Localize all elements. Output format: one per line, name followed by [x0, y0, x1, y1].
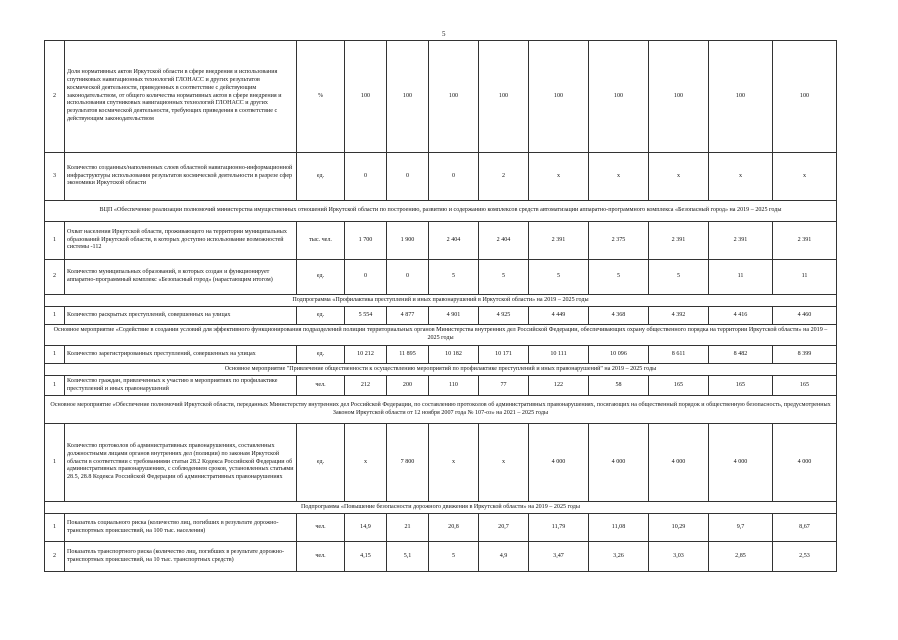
value-cell: 20,8: [429, 514, 479, 542]
unit-cell: чел.: [297, 514, 345, 542]
value-cell: 4 000: [589, 424, 649, 502]
indicator-name: Количество созданных/наполненных слоев областной навигационно-информационной инфраструктуры использования результатов космической деятельности в разрезе сфер экономики Иркутской области: [65, 153, 297, 201]
row-number: 1: [45, 514, 65, 542]
value-cell: 4 449: [529, 307, 589, 325]
value-cell: 10 111: [529, 346, 589, 364]
value-cell: 2 375: [589, 222, 649, 260]
section-title: Основное мероприятие «Обеспечение полномочий Иркутской области, переданных Министерству внутренних дел Российской Федерации, по составлению протоколов об административных правонарушениях, посягающих на общественный порядок и общественную безопасность, предусмотренных Законом Иркутской области от 12 ноября 2007 года № 107-оз» на 2021 – 2025 годы: [45, 396, 837, 424]
table-row: [45, 222, 837, 260]
table-row: [45, 542, 837, 572]
value-cell: 100: [709, 41, 773, 153]
value-cell: 20,7: [479, 514, 529, 542]
table-row: [45, 153, 837, 201]
value-cell: 100: [345, 41, 387, 153]
value-cell: 9,7: [709, 514, 773, 542]
value-cell: 4 925: [479, 307, 529, 325]
indicator-name: Количество зарегистрированных преступлений, совершенных на улицах: [65, 346, 297, 364]
value-cell: 2 391: [529, 222, 589, 260]
value-cell: 0: [345, 153, 387, 201]
unit-cell: ед.: [297, 260, 345, 295]
value-cell: 4 000: [529, 424, 589, 502]
value-cell: 11,79: [529, 514, 589, 542]
value-cell: 4 392: [649, 307, 709, 325]
value-cell: 100: [479, 41, 529, 153]
page-number: 5: [442, 30, 446, 38]
indicators-table: [44, 40, 837, 572]
section-title: ВЦП «Обеспечение реализации полномочий министерства имущественных отношений Иркутской области по построению, развитию и содержанию комплексов средств автоматизации аппаратно-программного комплекса «Безопасный город» на 2019 – 2025 годы: [45, 201, 837, 222]
table-row: [45, 41, 837, 153]
row-number: 2: [45, 260, 65, 295]
value-cell: 0: [429, 153, 479, 201]
value-cell: 2: [479, 153, 529, 201]
section-title: Подпрограмма «Повышение безопасности дорожного движения в Иркутской области» на 2019 – 2025 годы: [45, 502, 837, 514]
value-cell: х: [649, 153, 709, 201]
value-cell: 4 000: [709, 424, 773, 502]
value-cell: 4 460: [773, 307, 837, 325]
value-cell: 100: [529, 41, 589, 153]
section-row: [45, 201, 837, 222]
value-cell: 0: [387, 260, 429, 295]
section-row: [45, 364, 837, 376]
indicator-name: Количество муниципальных образований, в которых создан и функционирует аппаратно-программный комплекс «Безопасный город» (нарастающим итогом): [65, 260, 297, 295]
value-cell: 8 611: [649, 346, 709, 364]
table-row: [45, 260, 837, 295]
value-cell: 4 416: [709, 307, 773, 325]
value-cell: 11: [709, 260, 773, 295]
unit-cell: %: [297, 41, 345, 153]
value-cell: 4 368: [589, 307, 649, 325]
unit-cell: чел.: [297, 376, 345, 396]
row-number: 3: [45, 153, 65, 201]
value-cell: 2,85: [709, 542, 773, 572]
unit-cell: ед.: [297, 346, 345, 364]
section-row: [45, 502, 837, 514]
value-cell: 122: [529, 376, 589, 396]
value-cell: 212: [345, 376, 387, 396]
value-cell: 5: [429, 260, 479, 295]
value-cell: 3,47: [529, 542, 589, 572]
value-cell: 5,1: [387, 542, 429, 572]
indicator-name: Количество раскрытых преступлений, совершенных на улицах: [65, 307, 297, 325]
value-cell: 5: [589, 260, 649, 295]
value-cell: х: [589, 153, 649, 201]
value-cell: 165: [709, 376, 773, 396]
unit-cell: ед.: [297, 307, 345, 325]
section-row: [45, 295, 837, 307]
value-cell: х: [345, 424, 387, 502]
value-cell: 2 391: [709, 222, 773, 260]
value-cell: 10 171: [479, 346, 529, 364]
value-cell: 2 404: [479, 222, 529, 260]
row-number: 2: [45, 542, 65, 572]
value-cell: 10,29: [649, 514, 709, 542]
value-cell: 0: [387, 153, 429, 201]
value-cell: 100: [649, 41, 709, 153]
value-cell: 11 895: [387, 346, 429, 364]
value-cell: 5: [429, 542, 479, 572]
table-row: [45, 514, 837, 542]
value-cell: 0: [345, 260, 387, 295]
value-cell: х: [479, 424, 529, 502]
table-row: [45, 307, 837, 325]
unit-cell: тыс. чел.: [297, 222, 345, 260]
value-cell: 4 000: [649, 424, 709, 502]
row-number: 2: [45, 41, 65, 153]
value-cell: 14,9: [345, 514, 387, 542]
indicator-name: Показатель социального риска (количество лиц, погибших в результате дорожно-транспортных происшествий, на 100 тыс. населения): [65, 514, 297, 542]
value-cell: х: [429, 424, 479, 502]
value-cell: 11,08: [589, 514, 649, 542]
indicator-name: Количество протоколов об административных правонарушениях, составленных должностными лицами органов внутренних дел (полиции) по законам Иркутской области в соответствии с требованиями статьи 28.2 Кодекса Российской Федерации об административных правонарушениях, с соблюдением сроков, установленных статьями 28.5, 28.8 Кодекса Российской Федерации об административных правонарушениях: [65, 424, 297, 502]
value-cell: 7 800: [387, 424, 429, 502]
unit-cell: ед.: [297, 424, 345, 502]
value-cell: х: [529, 153, 589, 201]
section-title: Основное мероприятие «Содействие в создании условий для эффективного функционирования подразделений полиции территориальных органов Министерства внутренних дел Российской Федерации, обеспечивающих охрану общественного порядка на территории Иркутской области» на 2019 – 2025 годы: [45, 325, 837, 346]
value-cell: 165: [649, 376, 709, 396]
value-cell: 1 900: [387, 222, 429, 260]
row-number: 1: [45, 222, 65, 260]
value-cell: 4 000: [773, 424, 837, 502]
value-cell: 1 700: [345, 222, 387, 260]
indicator-name: Показатель транспортного риска (количество лиц, погибших в результате дорожно-транспортных происшествий, на 10 тыс. транспортных средств): [65, 542, 297, 572]
value-cell: 10 182: [429, 346, 479, 364]
unit-cell: ед.: [297, 153, 345, 201]
section-row: [45, 325, 837, 346]
unit-cell: чел.: [297, 542, 345, 572]
value-cell: 4 877: [387, 307, 429, 325]
value-cell: 100: [589, 41, 649, 153]
value-cell: 5: [649, 260, 709, 295]
row-number: 1: [45, 346, 65, 364]
table-row: [45, 346, 837, 364]
value-cell: 3,26: [589, 542, 649, 572]
value-cell: 4,15: [345, 542, 387, 572]
value-cell: 77: [479, 376, 529, 396]
value-cell: 11: [773, 260, 837, 295]
value-cell: 10 096: [589, 346, 649, 364]
indicator-name: Охват населения Иркутской области, проживающего на территории муниципальных образований Иркутской области, в которых доступно использование возможностей системы -112: [65, 222, 297, 260]
value-cell: 165: [773, 376, 837, 396]
value-cell: 4 901: [429, 307, 479, 325]
value-cell: 3,03: [649, 542, 709, 572]
indicator-name: Доля нормативных актов Иркутской области в сфере внедрения и использования спутниковых навигационных технологий ГЛОНАСС и других результатов космической деятельности, приведенных в соответствие с действующим законодательством, от общего количества нормативных актов в сфере внедрения и использования спутниковых навигационных технологий ГЛОНАСС и других результатов космической деятельности, требующих приведения в соответствие с действующим законодательством: [65, 41, 297, 153]
table-row: [45, 376, 837, 396]
value-cell: 200: [387, 376, 429, 396]
value-cell: 58: [589, 376, 649, 396]
value-cell: 2 404: [429, 222, 479, 260]
section-row: [45, 396, 837, 424]
section-title: Основное мероприятие "Привлечение общественности к осуществлению мероприятий по профилактике преступлений и иных правонарушений" на 2019 – 2025 годы: [45, 364, 837, 376]
value-cell: 21: [387, 514, 429, 542]
value-cell: 10 212: [345, 346, 387, 364]
row-number: 1: [45, 424, 65, 502]
row-number: 1: [45, 307, 65, 325]
table-row: [45, 424, 837, 502]
value-cell: 5: [479, 260, 529, 295]
value-cell: 100: [773, 41, 837, 153]
value-cell: 8 399: [773, 346, 837, 364]
value-cell: 8,67: [773, 514, 837, 542]
value-cell: х: [709, 153, 773, 201]
value-cell: х: [773, 153, 837, 201]
indicator-name: Количество граждан, привлеченных к участию в мероприятиях по профилактике преступлений и иных правонарушений: [65, 376, 297, 396]
value-cell: 2 391: [773, 222, 837, 260]
value-cell: 8 482: [709, 346, 773, 364]
value-cell: 2 391: [649, 222, 709, 260]
section-title: Подпрограмма «Профилактика преступлений и иных правонарушений в Иркутской области» на 2019 – 2025 годы: [45, 295, 837, 307]
value-cell: 5: [529, 260, 589, 295]
value-cell: 110: [429, 376, 479, 396]
value-cell: 100: [387, 41, 429, 153]
value-cell: 2,53: [773, 542, 837, 572]
value-cell: 100: [429, 41, 479, 153]
row-number: 1: [45, 376, 65, 396]
value-cell: 4,9: [479, 542, 529, 572]
value-cell: 5 554: [345, 307, 387, 325]
